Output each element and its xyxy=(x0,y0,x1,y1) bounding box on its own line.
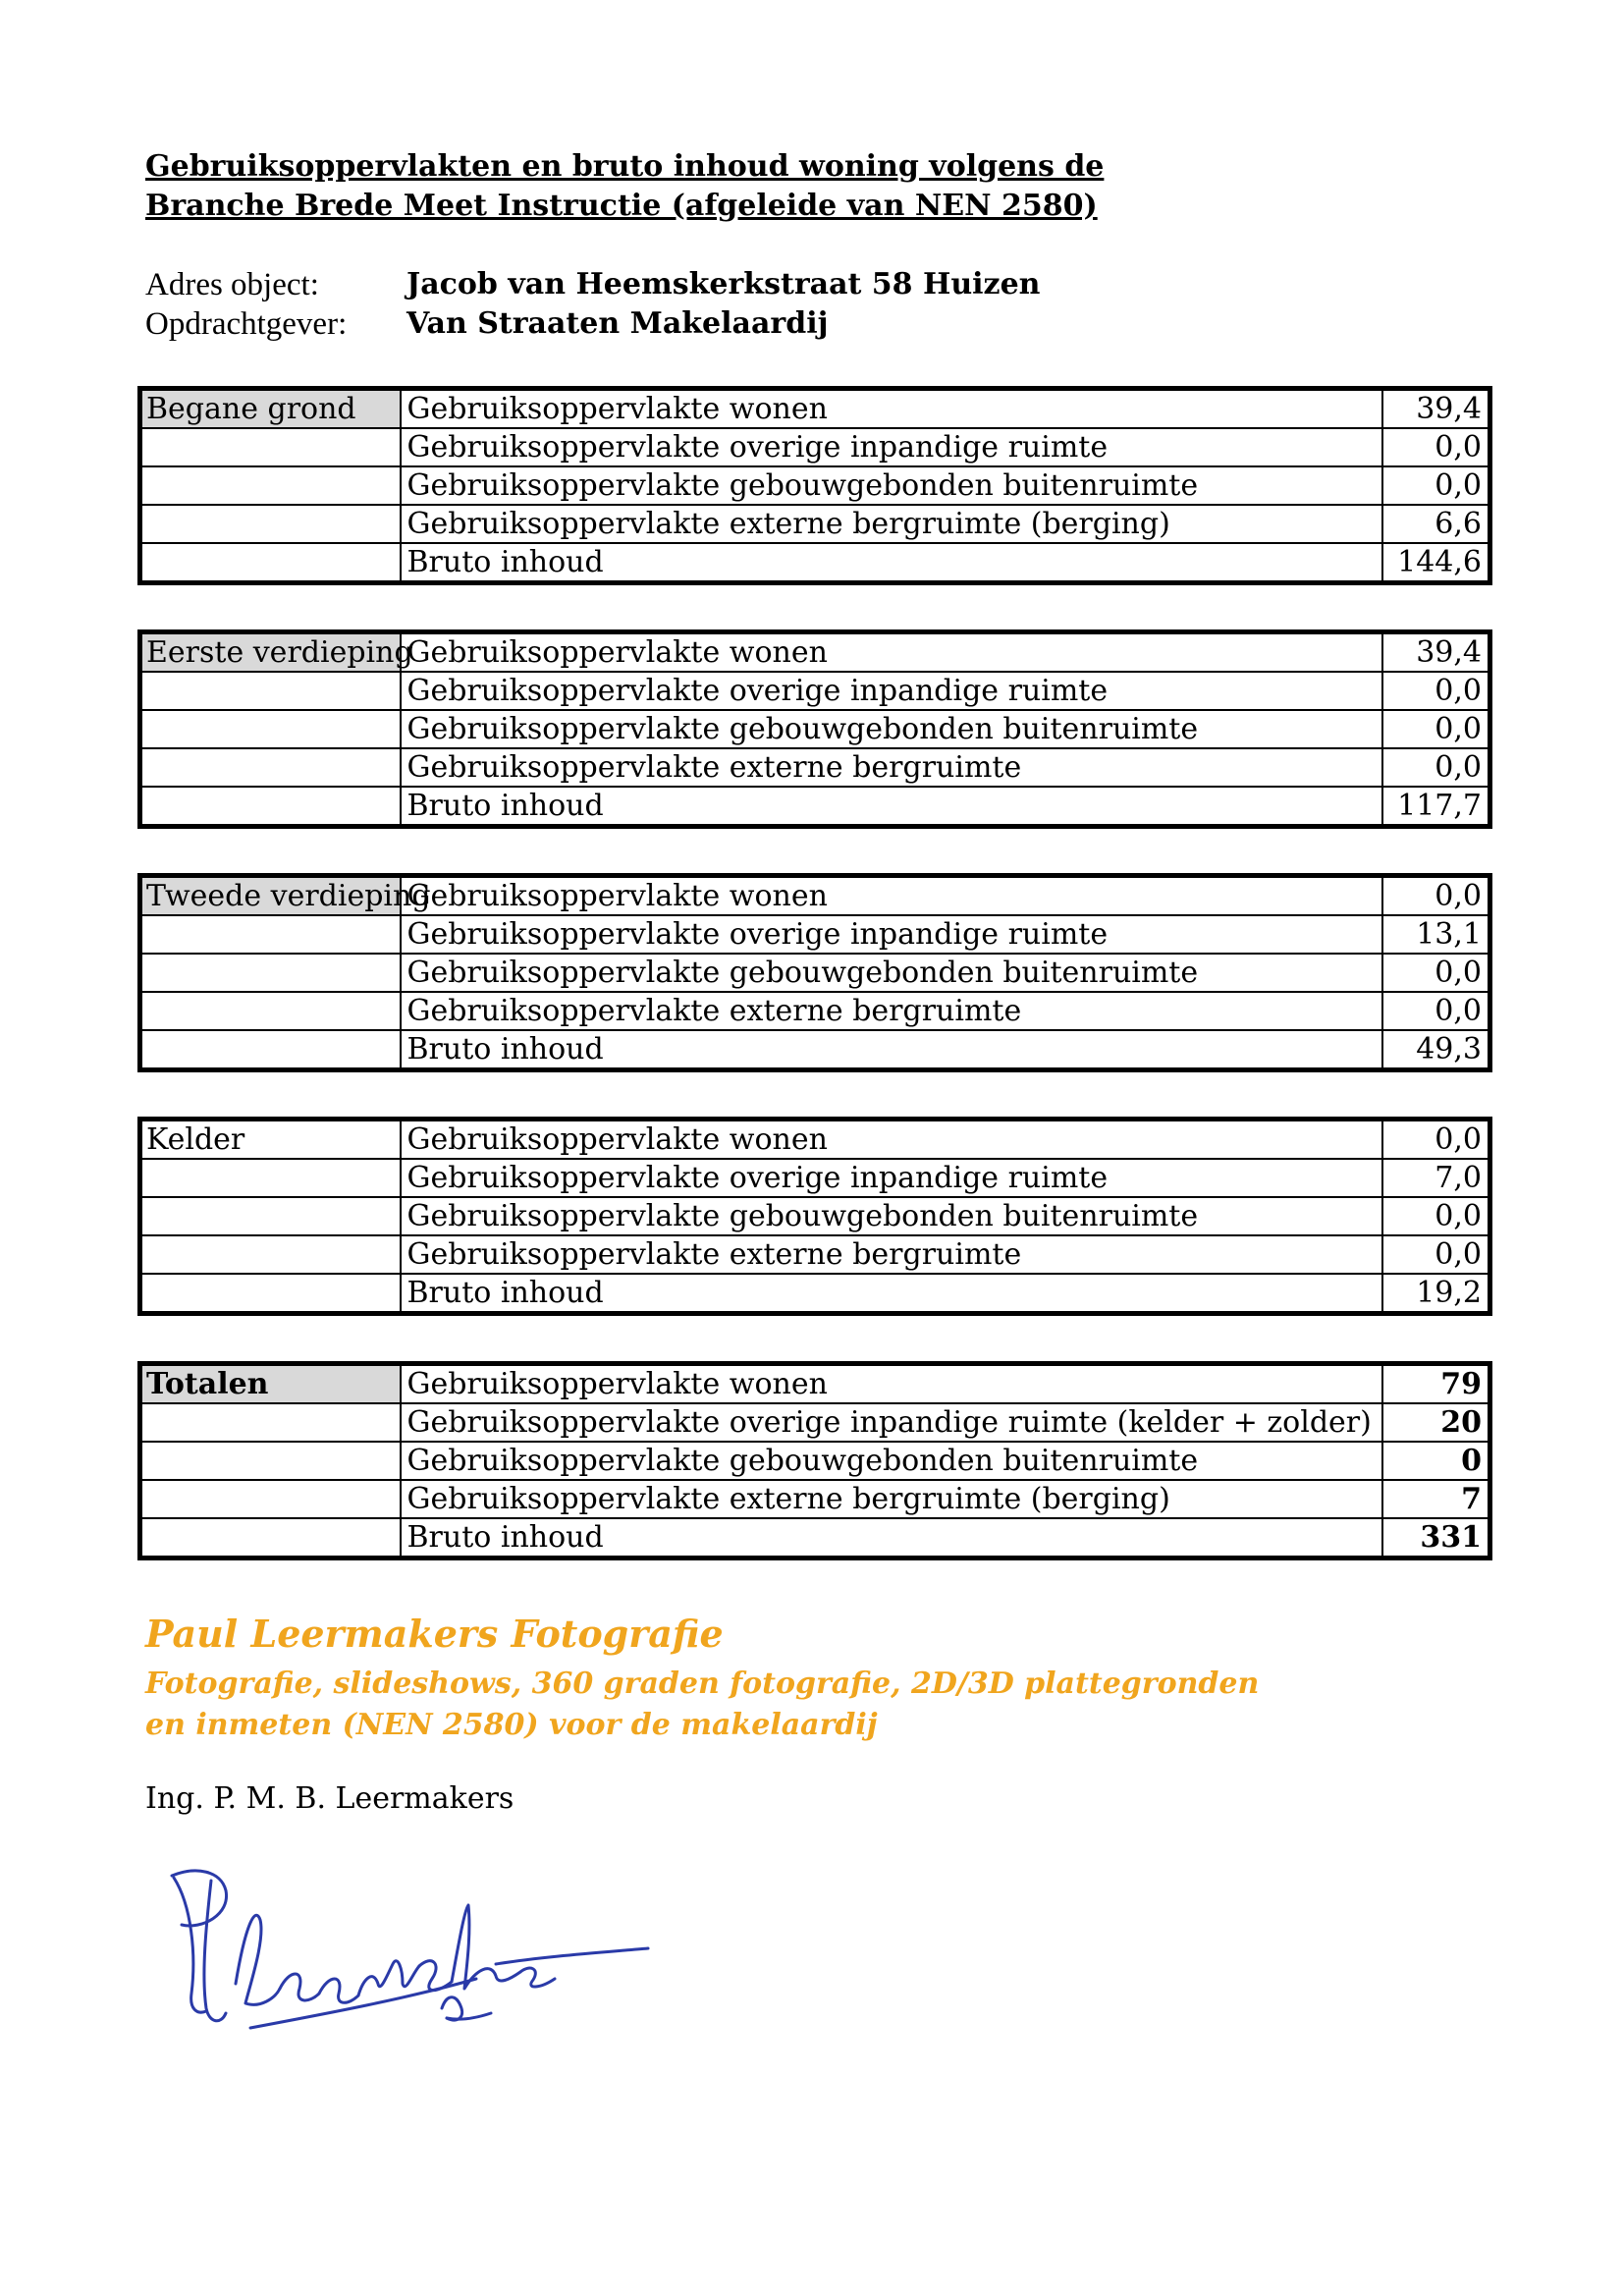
floor-label-empty xyxy=(140,1480,401,1518)
row-value: 0,0 xyxy=(1382,428,1490,466)
floor-label-empty xyxy=(140,1442,401,1480)
address-value: Jacob van Heemskerkstraat 58 Huizen xyxy=(406,267,1041,301)
row-value: 0,0 xyxy=(1382,1235,1490,1274)
row-description: Gebruiksoppervlakte externe bergruimte (berging) xyxy=(401,505,1382,543)
table-row xyxy=(140,1159,1490,1197)
table-row xyxy=(140,1197,1490,1235)
row-description: Gebruiksoppervlakte wonen xyxy=(401,632,1382,673)
floor-label: Begane grond xyxy=(140,389,401,429)
row-description: Gebruiksoppervlakte gebouwgebonden buitenruimte xyxy=(401,710,1382,748)
floor-label-empty xyxy=(140,1403,401,1442)
row-description: Gebruiksoppervlakte wonen xyxy=(401,1120,1382,1160)
row-value: 20 xyxy=(1382,1403,1490,1442)
row-description: Bruto inhoud xyxy=(401,1030,1382,1070)
row-description: Gebruiksoppervlakte gebouwgebonden buitenruimte xyxy=(401,1442,1382,1480)
floor-label-empty xyxy=(140,543,401,583)
row-description: Gebruiksoppervlakte overige inpandige ruimte xyxy=(401,1159,1382,1197)
title-line-1: Gebruiksoppervlakten en bruto inhoud woning volgens de xyxy=(145,149,1105,184)
row-description: Gebruiksoppervlakte gebouwgebonden buitenruimte xyxy=(401,466,1382,505)
floor-label: Eerste verdieping xyxy=(140,632,401,673)
table-row xyxy=(140,787,1490,827)
floor-label-empty xyxy=(140,992,401,1030)
table-row xyxy=(140,1480,1490,1518)
floor-label: Totalen xyxy=(140,1364,401,1404)
floor-label-empty xyxy=(140,505,401,543)
document-title xyxy=(145,147,1520,226)
table-kelder xyxy=(137,1117,1492,1316)
row-value: 0,0 xyxy=(1382,748,1490,787)
row-description: Bruto inhoud xyxy=(401,787,1382,827)
table-row xyxy=(140,543,1490,583)
address-label: Adres object: xyxy=(145,267,319,302)
table-row xyxy=(140,915,1490,954)
brand-tagline xyxy=(145,1664,1259,1746)
signer-name: Ing. P. M. B. Leermakers xyxy=(145,1781,514,1816)
table-row xyxy=(140,954,1490,992)
signature xyxy=(152,1846,663,2062)
row-description: Gebruiksoppervlakte externe bergruimte xyxy=(401,1235,1382,1274)
row-value: 0,0 xyxy=(1382,710,1490,748)
row-value: 19,2 xyxy=(1382,1274,1490,1314)
row-description: Gebruiksoppervlakte overige inpandige ruimte xyxy=(401,428,1382,466)
table-row xyxy=(140,1235,1490,1274)
floor-label-empty xyxy=(140,710,401,748)
table-eerste-verdieping xyxy=(137,629,1492,829)
table-row xyxy=(140,710,1490,748)
row-description: Bruto inhoud xyxy=(401,543,1382,583)
address-row xyxy=(145,265,1040,304)
table-row xyxy=(140,992,1490,1030)
row-description: Gebruiksoppervlakte overige inpandige ruimte xyxy=(401,672,1382,710)
row-value: 79 xyxy=(1382,1364,1490,1404)
table-row xyxy=(140,1120,1490,1160)
table-row xyxy=(140,876,1490,916)
row-value: 117,7 xyxy=(1382,787,1490,827)
row-description: Gebruiksoppervlakte wonen xyxy=(401,1364,1382,1404)
floor-label-empty xyxy=(140,915,401,954)
table-row xyxy=(140,1364,1490,1404)
table-row xyxy=(140,428,1490,466)
row-description: Bruto inhoud xyxy=(401,1518,1382,1558)
row-value: 0 xyxy=(1382,1442,1490,1480)
table-row xyxy=(140,1274,1490,1314)
row-value: 144,6 xyxy=(1382,543,1490,583)
row-value: 39,4 xyxy=(1382,389,1490,429)
floor-label-empty xyxy=(140,1274,401,1314)
brand-tagline-line-2: en inmeten (NEN 2580) voor de makelaardij xyxy=(145,1708,878,1742)
floor-label-empty xyxy=(140,1159,401,1197)
table-tweede-verdieping xyxy=(137,873,1492,1072)
client-label: Opdrachtgever: xyxy=(145,306,348,342)
row-value: 7,0 xyxy=(1382,1159,1490,1197)
row-value: 13,1 xyxy=(1382,915,1490,954)
client-row xyxy=(145,304,1040,344)
floor-label-empty xyxy=(140,428,401,466)
table-row xyxy=(140,1030,1490,1070)
row-value: 0,0 xyxy=(1382,992,1490,1030)
brand-name: Paul Leermakers Fotografie xyxy=(145,1612,724,1656)
title-line-2: Branche Brede Meet Instructie (afgeleide van NEN 2580) xyxy=(145,189,1098,223)
floor-label-empty xyxy=(140,1518,401,1558)
table-totalen xyxy=(137,1361,1492,1560)
row-value: 39,4 xyxy=(1382,632,1490,673)
table-row xyxy=(140,1403,1490,1442)
table-row xyxy=(140,466,1490,505)
row-description: Gebruiksoppervlakte gebouwgebonden buitenruimte xyxy=(401,954,1382,992)
floor-label-empty xyxy=(140,787,401,827)
floor-label-empty xyxy=(140,466,401,505)
row-value: 0,0 xyxy=(1382,1120,1490,1160)
floor-label-empty xyxy=(140,748,401,787)
table-row xyxy=(140,632,1490,673)
row-description: Gebruiksoppervlakte externe bergruimte (berging) xyxy=(401,1480,1382,1518)
row-description: Bruto inhoud xyxy=(401,1274,1382,1314)
brand-block xyxy=(145,1611,1259,1746)
floor-label-empty xyxy=(140,1197,401,1235)
row-description: Gebruiksoppervlakte overige inpandige ruimte (kelder + zolder) xyxy=(401,1403,1382,1442)
row-value: 0,0 xyxy=(1382,876,1490,916)
row-description: Gebruiksoppervlakte wonen xyxy=(401,389,1382,429)
floor-label-empty xyxy=(140,1030,401,1070)
row-description: Gebruiksoppervlakte wonen xyxy=(401,876,1382,916)
table-row xyxy=(140,1518,1490,1558)
object-meta xyxy=(145,265,1040,344)
client-value: Van Straaten Makelaardij xyxy=(406,306,829,341)
row-description: Gebruiksoppervlakte externe bergruimte xyxy=(401,748,1382,787)
table-row xyxy=(140,672,1490,710)
floor-label: Tweede verdieping xyxy=(140,876,401,916)
row-value: 7 xyxy=(1382,1480,1490,1518)
table-row xyxy=(140,1442,1490,1480)
floor-label-empty xyxy=(140,672,401,710)
row-value: 49,3 xyxy=(1382,1030,1490,1070)
brand-tagline-line-1: Fotografie, slideshows, 360 graden fotografie, 2D/3D plattegronden xyxy=(145,1667,1260,1701)
floor-label: Kelder xyxy=(140,1120,401,1160)
table-row xyxy=(140,748,1490,787)
row-description: Gebruiksoppervlakte overige inpandige ruimte xyxy=(401,915,1382,954)
row-description: Gebruiksoppervlakte externe bergruimte xyxy=(401,992,1382,1030)
floor-label-empty xyxy=(140,1235,401,1274)
row-value: 0,0 xyxy=(1382,672,1490,710)
row-description: Gebruiksoppervlakte gebouwgebonden buitenruimte xyxy=(401,1197,1382,1235)
row-value: 6,6 xyxy=(1382,505,1490,543)
table-row xyxy=(140,389,1490,429)
row-value: 0,0 xyxy=(1382,954,1490,992)
table-row xyxy=(140,505,1490,543)
row-value: 0,0 xyxy=(1382,466,1490,505)
floor-label-empty xyxy=(140,954,401,992)
row-value: 331 xyxy=(1382,1518,1490,1558)
table-begane-grond xyxy=(137,386,1492,585)
row-value: 0,0 xyxy=(1382,1197,1490,1235)
